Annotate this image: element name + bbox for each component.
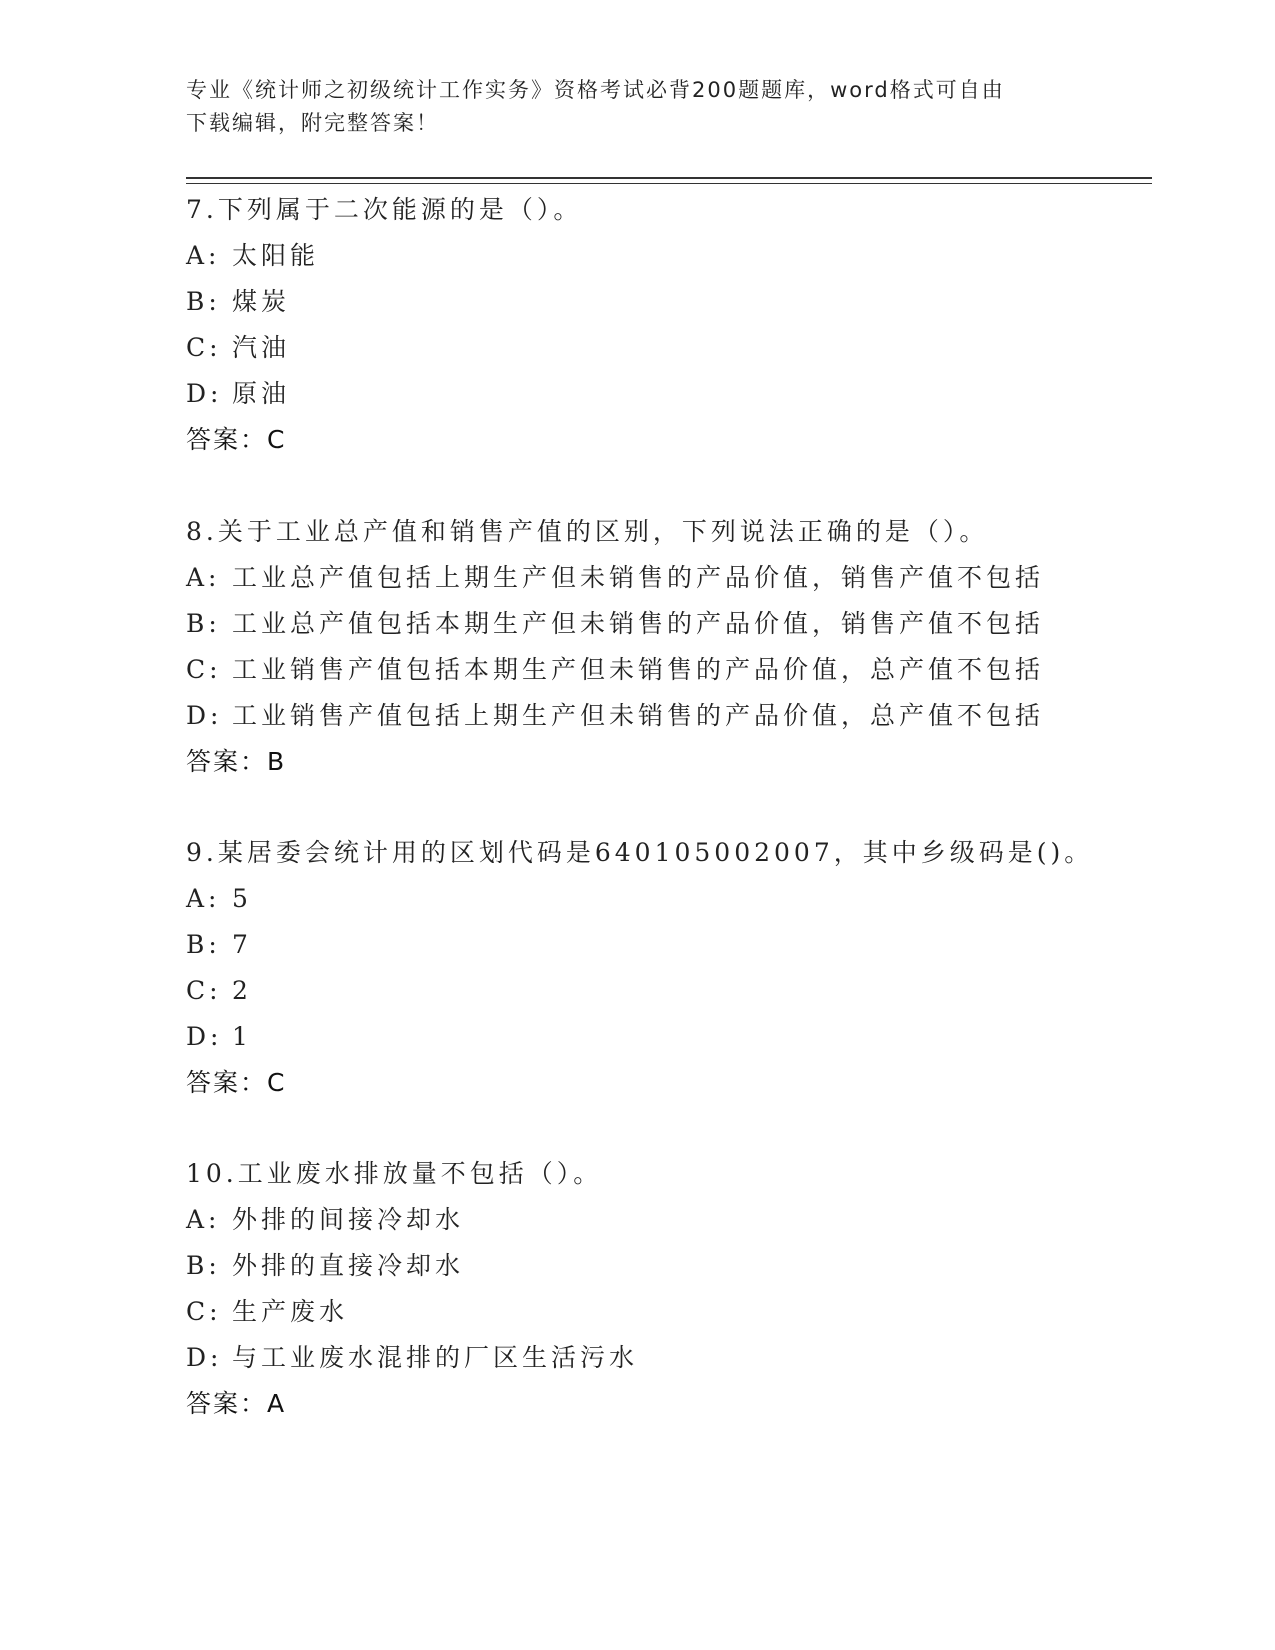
- option-b: [186, 601, 1146, 647]
- document-header: [186, 74, 1066, 140]
- question-8: [186, 509, 1146, 785]
- option-letter: D:: [186, 701, 223, 730]
- answer-line: 答案：C: [186, 425, 287, 454]
- option-text: 1: [232, 1022, 252, 1051]
- option-text: 外排的直接冷却水: [232, 1251, 465, 1280]
- option-a: [186, 233, 1146, 279]
- option-d: [186, 371, 1146, 417]
- header-divider-thick: [186, 177, 1152, 179]
- option-letter: C:: [186, 976, 222, 1005]
- option-letter: A:: [186, 241, 221, 270]
- option-a: [186, 876, 1146, 922]
- answer-line: 答案：A: [186, 1389, 287, 1418]
- option-text: 太阳能: [232, 241, 320, 270]
- option-letter: A:: [186, 563, 221, 592]
- option-c: [186, 968, 1146, 1014]
- option-b: [186, 1243, 1146, 1289]
- option-letter: D:: [186, 379, 223, 408]
- option-text: 工业销售产值包括上期生产但未销售的产品价值，总产值不包括: [232, 701, 1045, 730]
- option-text: 煤炭: [232, 287, 291, 316]
- option-c: [186, 1289, 1146, 1335]
- header-divider-thin: [186, 183, 1152, 184]
- option-letter: D:: [186, 1343, 223, 1372]
- question-stem: 9.某居委会统计用的区划代码是640105002007，其中乡级码是()。: [186, 838, 1094, 867]
- option-text: 工业总产值包括本期生产但未销售的产品价值，销售产值不包括: [232, 609, 1045, 638]
- option-text: 2: [232, 976, 252, 1005]
- option-c: [186, 647, 1146, 693]
- option-letter: B:: [186, 1251, 221, 1280]
- option-a: [186, 555, 1146, 601]
- option-letter: B:: [186, 609, 221, 638]
- option-b: [186, 279, 1146, 325]
- option-letter: C:: [186, 1297, 222, 1326]
- question-10: [186, 1151, 1146, 1427]
- option-text: 原油: [232, 379, 291, 408]
- header-line-1: 专业《统计师之初级统计工作实务》资格考试必背200题题库，word格式可自由: [186, 78, 1005, 102]
- option-letter: B:: [186, 287, 221, 316]
- header-line-2: 下载编辑，附完整答案！: [186, 111, 439, 135]
- option-a: [186, 1197, 1146, 1243]
- question-stem: 8.关于工业总产值和销售产值的区别，下列说法正确的是（）。: [186, 517, 989, 546]
- question-9: [186, 830, 1146, 1106]
- option-text: 5: [232, 884, 252, 913]
- option-c: [186, 325, 1146, 371]
- option-text: 7: [232, 930, 252, 959]
- option-b: [186, 922, 1146, 968]
- option-text: 汽油: [232, 333, 291, 362]
- option-letter: C:: [186, 333, 222, 362]
- option-letter: B:: [186, 930, 221, 959]
- question-7: [186, 187, 1146, 463]
- option-d: [186, 1335, 1146, 1381]
- question-stem: 7.下列属于二次能源的是（）。: [186, 195, 583, 224]
- option-letter: C:: [186, 655, 222, 684]
- option-text: 与工业废水混排的厂区生活污水: [232, 1343, 639, 1372]
- option-text: 工业总产值包括上期生产但未销售的产品价值，销售产值不包括: [232, 563, 1045, 592]
- option-letter: A:: [186, 1205, 221, 1234]
- answer-line: 答案：B: [186, 747, 287, 776]
- option-letter: A:: [186, 884, 221, 913]
- option-d: [186, 693, 1146, 739]
- option-d: [186, 1014, 1146, 1060]
- option-text: 外排的间接冷却水: [232, 1205, 465, 1234]
- option-letter: D:: [186, 1022, 223, 1051]
- question-stem: 10.工业废水排放量不包括（）。: [186, 1159, 603, 1188]
- answer-line: 答案：C: [186, 1068, 287, 1097]
- option-text: 生产废水: [232, 1297, 349, 1326]
- option-text: 工业销售产值包括本期生产但未销售的产品价值，总产值不包括: [232, 655, 1045, 684]
